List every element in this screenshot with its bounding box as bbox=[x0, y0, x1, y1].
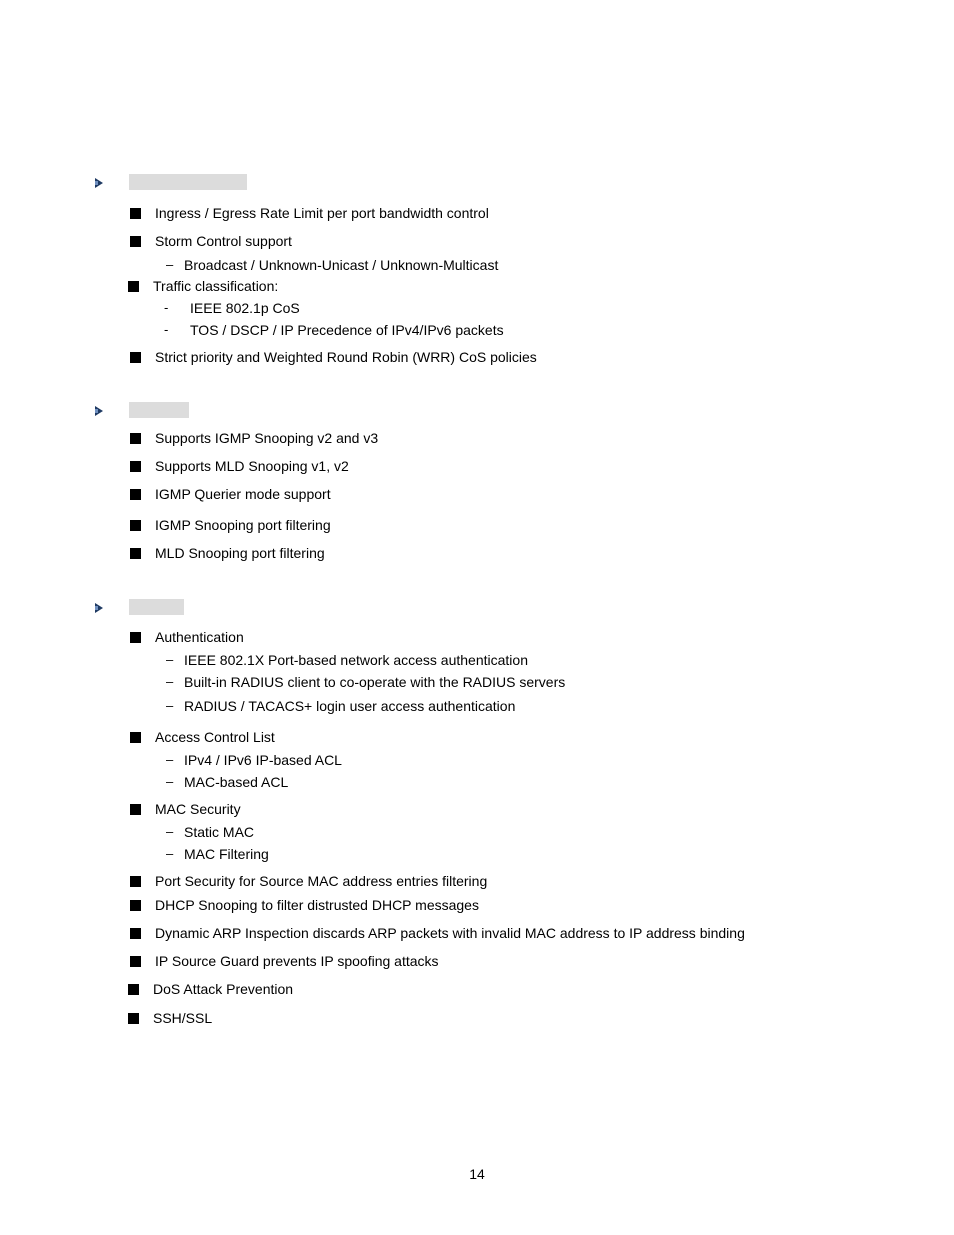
sub-bullet-hyphen: - bbox=[164, 300, 169, 315]
list-item: IGMP Querier mode support bbox=[155, 486, 331, 502]
list-item: MLD Snooping port filtering bbox=[155, 545, 325, 561]
section-heading-redacted bbox=[129, 174, 247, 190]
section-heading-redacted bbox=[129, 599, 184, 615]
bullet-square-icon bbox=[130, 876, 141, 887]
list-item: Authentication bbox=[155, 629, 244, 645]
bullet-square-icon bbox=[130, 433, 141, 444]
list-item: Storm Control support bbox=[155, 233, 292, 249]
sub-list-item: IEEE 802.1p CoS bbox=[190, 300, 300, 316]
sub-list-item: IEEE 802.1X Port-based network access authentication bbox=[184, 652, 528, 668]
list-item: IGMP Snooping port filtering bbox=[155, 517, 331, 533]
bullet-square-icon bbox=[130, 208, 141, 219]
section-heading-redacted bbox=[129, 402, 189, 418]
bullet-square-icon bbox=[130, 632, 141, 643]
list-item: Ingress / Egress Rate Limit per port bandwidth control bbox=[155, 205, 489, 221]
bullet-square-icon bbox=[130, 732, 141, 743]
bullet-square-icon bbox=[130, 804, 141, 815]
bullet-square-icon bbox=[130, 928, 141, 939]
bullet-square-icon bbox=[128, 1013, 139, 1024]
list-item: Port Security for Source MAC address entries filtering bbox=[155, 873, 488, 889]
bullet-square-icon bbox=[130, 520, 141, 531]
sub-list-item: Static MAC bbox=[184, 824, 255, 840]
list-item: Traffic classification: bbox=[153, 278, 279, 294]
list-item: Strict priority and Weighted Round Robin (WRR) CoS policies bbox=[155, 349, 537, 365]
list-item: DHCP Snooping to filter distrusted DHCP messages bbox=[155, 897, 479, 913]
list-item: Supports MLD Snooping v1, v2 bbox=[155, 458, 349, 474]
list-item: SSH/SSL bbox=[153, 1010, 213, 1026]
list-item: DoS Attack Prevention bbox=[153, 981, 294, 997]
section-arrow-icon bbox=[95, 178, 103, 188]
bullet-square-icon bbox=[130, 352, 141, 363]
sub-list-item: MAC Filtering bbox=[184, 846, 269, 862]
bullet-square-icon bbox=[130, 900, 141, 911]
sub-list-item: Broadcast / Unknown-Unicast / Unknown-Multicast bbox=[184, 257, 499, 273]
sub-bullet-hyphen: - bbox=[164, 322, 169, 337]
list-item: IP Source Guard prevents IP spoofing attacks bbox=[155, 953, 439, 969]
sub-list-item: RADIUS / TACACS+ login user access authentication bbox=[184, 698, 516, 714]
bullet-square-icon bbox=[130, 236, 141, 247]
sub-bullet-dash: – bbox=[166, 774, 174, 789]
list-item: Dynamic ARP Inspection discards ARP packets with invalid MAC address to IP address binding bbox=[155, 925, 745, 941]
sub-bullet-dash: – bbox=[166, 257, 174, 272]
bullet-square-icon bbox=[128, 984, 139, 995]
bullet-square-icon bbox=[130, 956, 141, 967]
section-arrow-icon bbox=[95, 603, 103, 613]
sub-bullet-dash: – bbox=[166, 752, 174, 767]
sub-bullet-dash: – bbox=[166, 652, 174, 667]
bullet-square-icon bbox=[128, 281, 139, 292]
sub-list-item: IPv4 / IPv6 IP-based ACL bbox=[184, 752, 342, 768]
section-arrow-icon bbox=[95, 406, 103, 416]
sub-bullet-dash: – bbox=[166, 698, 174, 713]
bullet-square-icon bbox=[130, 461, 141, 472]
sub-bullet-dash: – bbox=[166, 824, 174, 839]
bullet-square-icon bbox=[130, 489, 141, 500]
sub-list-item: Built-in RADIUS client to co-operate with the RADIUS servers bbox=[184, 674, 566, 690]
list-item: MAC Security bbox=[155, 801, 241, 817]
sub-bullet-dash: – bbox=[166, 846, 174, 861]
sub-bullet-dash: – bbox=[166, 674, 174, 689]
list-item: Access Control List bbox=[155, 729, 275, 745]
sub-list-item: TOS / DSCP / IP Precedence of IPv4/IPv6 packets bbox=[190, 322, 504, 338]
bullet-square-icon bbox=[130, 548, 141, 559]
page-number: 14 bbox=[469, 1166, 485, 1182]
sub-list-item: MAC-based ACL bbox=[184, 774, 289, 790]
list-item: Supports IGMP Snooping v2 and v3 bbox=[155, 430, 379, 446]
